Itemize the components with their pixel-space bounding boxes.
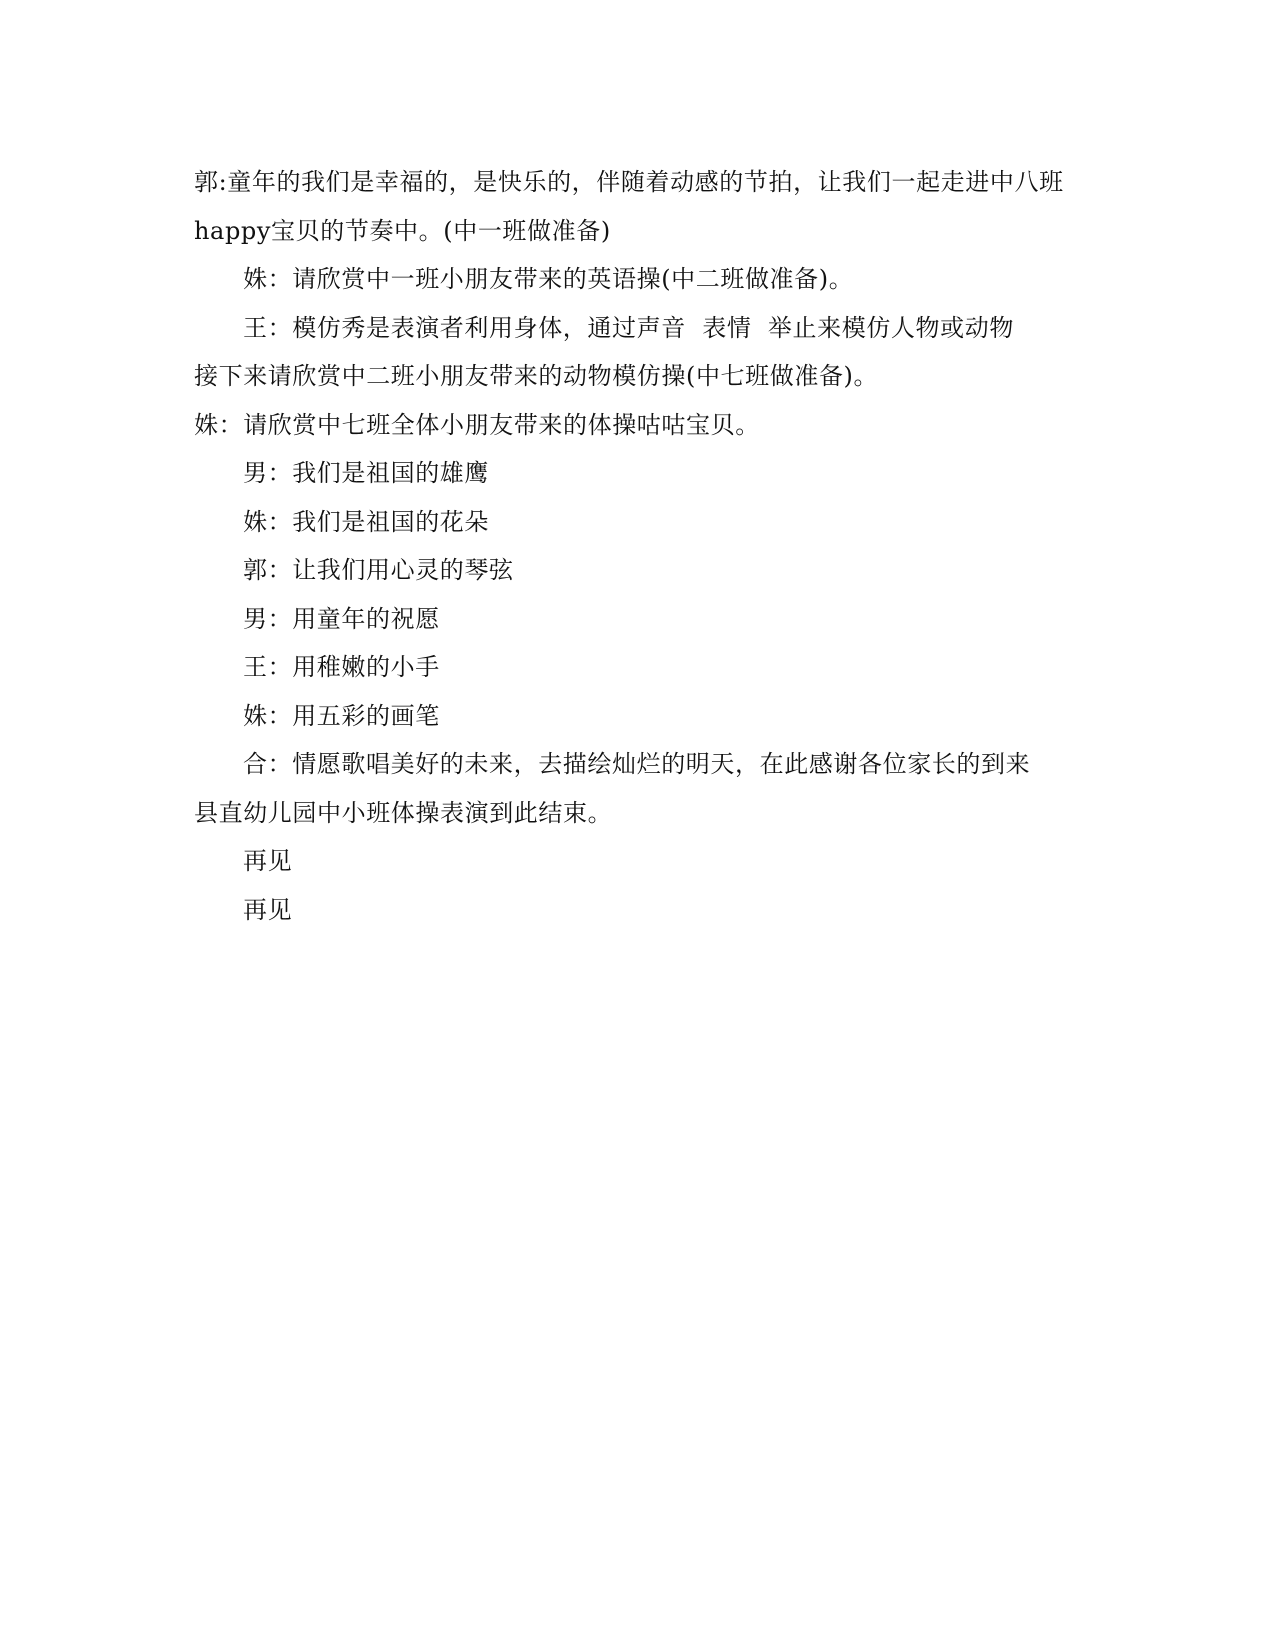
text-line-16: 再见 xyxy=(243,895,293,924)
text-line-11: 王：用稚嫩的小手 xyxy=(243,653,440,681)
text-line-6: 姝：请欣赏中七班全体小朋友带来的体操咕咕宝贝。 xyxy=(194,410,760,439)
text-line-3: 姝：请欣赏中一班小朋友带来的英语操(中二班做准备)。 xyxy=(243,265,854,293)
text-line-2: happy宝贝的节奏中。(中一班做准备) xyxy=(194,216,611,245)
text-line-9: 郭：让我们用心灵的琴弦 xyxy=(243,556,514,584)
text-line-7: 男：我们是祖国的雄鹰 xyxy=(243,459,489,487)
text-line-10: 男：用童年的祝愿 xyxy=(243,604,440,633)
text-line-1: 郭:童年的我们是幸福的，是快乐的，伴随着动感的节拍，让我们一起走进中八班 xyxy=(194,168,1064,196)
document-body xyxy=(194,158,1094,934)
text-line-5: 接下来请欣赏中二班小朋友带来的动物模仿操(中七班做准备)。 xyxy=(194,362,879,390)
text-line-15: 再见 xyxy=(243,847,293,875)
text-line-13: 合：情愿歌唱美好的未来，去描绘灿烂的明天，在此感谢各位家长的到来 xyxy=(243,750,1031,778)
text-line-12: 姝：用五彩的画笔 xyxy=(243,701,440,730)
text-line-8: 姝：我们是祖国的花朵 xyxy=(243,507,489,536)
text-line-14: 县直幼儿园中小班体操表演到此结束。 xyxy=(194,798,613,827)
text-line-4: 王：模仿秀是表演者利用身体，通过声音 表情 举止来模仿人物或动物 xyxy=(243,313,1014,342)
